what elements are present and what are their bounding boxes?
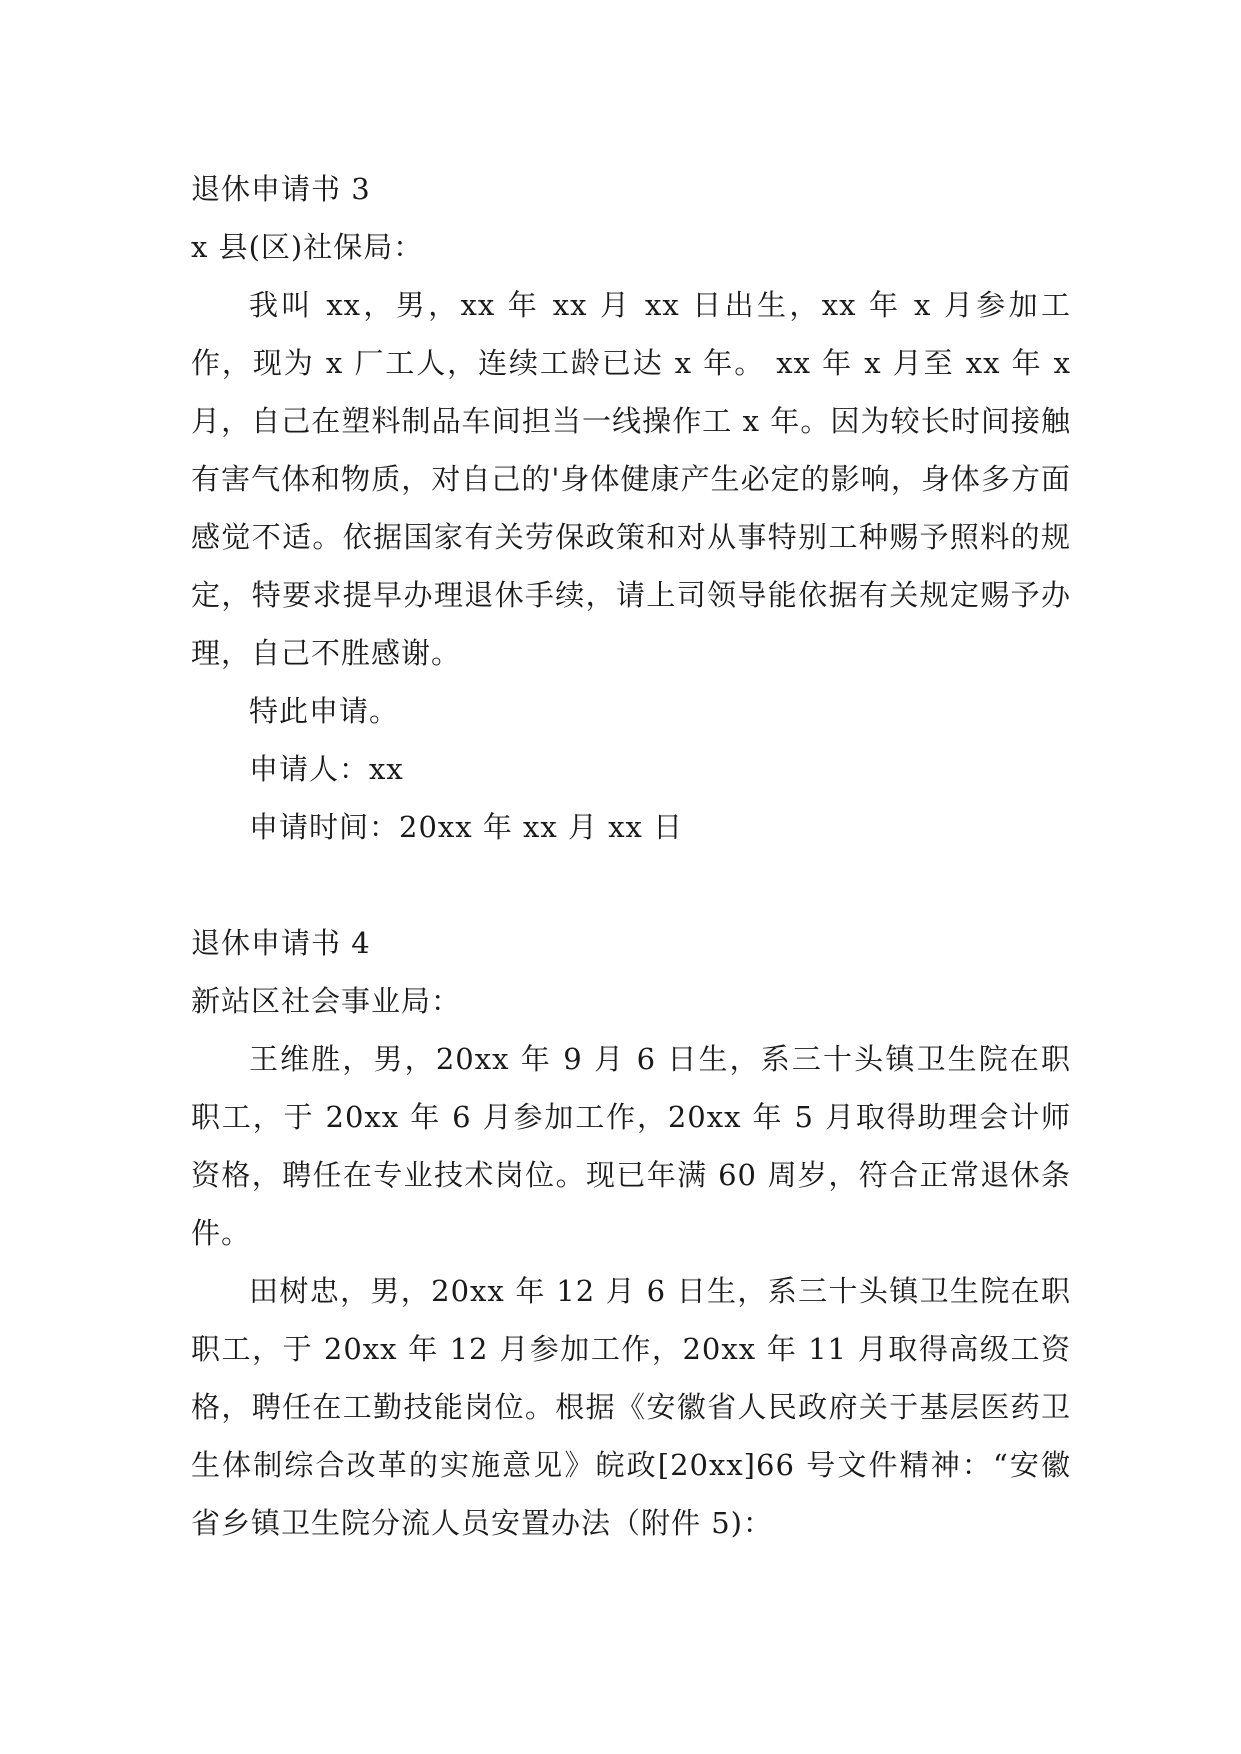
letter3-body: 我叫 xx，男，xx 年 xx 月 xx 日出生，xx 年 x 月参加工作，现为 x 厂工人，连续工龄已达 x 年。 xx 年 x 月至 xx 年 x 月，自己在塑料制品车间担当一线操作工 x 年。因为较长时间接触有害气体和物质，对自己的'身体健康产生必定的影响，身体多方面感觉不适。依据国家有关劳保政策和对从事特别工种赐予照料的规定，特要求提早办理退休手续，请上司领导能依据有关规定赐予办理，自己不胜感谢。 [191,288,1071,670]
letter3-title: 退休申请书 3 [191,172,371,206]
letter4-recipient: 新站区社会事业局： [191,984,462,1018]
letter3-date: 申请时间：20xx 年 xx 月 xx 日 [249,810,684,844]
section-gap [191,856,1071,914]
letter3-applicant: 申请人：xx [249,752,404,786]
letter4-title: 退休申请书 4 [191,926,371,960]
letter3-recipient: x 县(区)社保局： [191,230,424,264]
letter4-paragraph-2: 田树忠，男，20xx 年 12 月 6 日生，系三十头镇卫生院在职职工，于 20xx 年 12 月参加工作，20xx 年 11 月取得高级工资格，聘任在工勤技能岗位。根据《安徽省人民政府关于基层医药卫生体制综合改革的实施意见》皖政[20xx]66 号文件精神：“安徽省乡镇卫生院分流人员安置办法（附件 5)： [191,1274,1071,1540]
document-content [191,160,1071,1552]
letter4-paragraph-1: 王维胜，男，20xx 年 9 月 6 日生，系三十头镇卫生院在职职工，于 20xx 年 6 月参加工作，20xx 年 5 月取得助理会计师资格，聘任在专业技术岗位。现已年满 60 周岁，符合正常退休条件。 [191,1042,1071,1250]
letter3-closing: 特此申请。 [249,694,400,728]
